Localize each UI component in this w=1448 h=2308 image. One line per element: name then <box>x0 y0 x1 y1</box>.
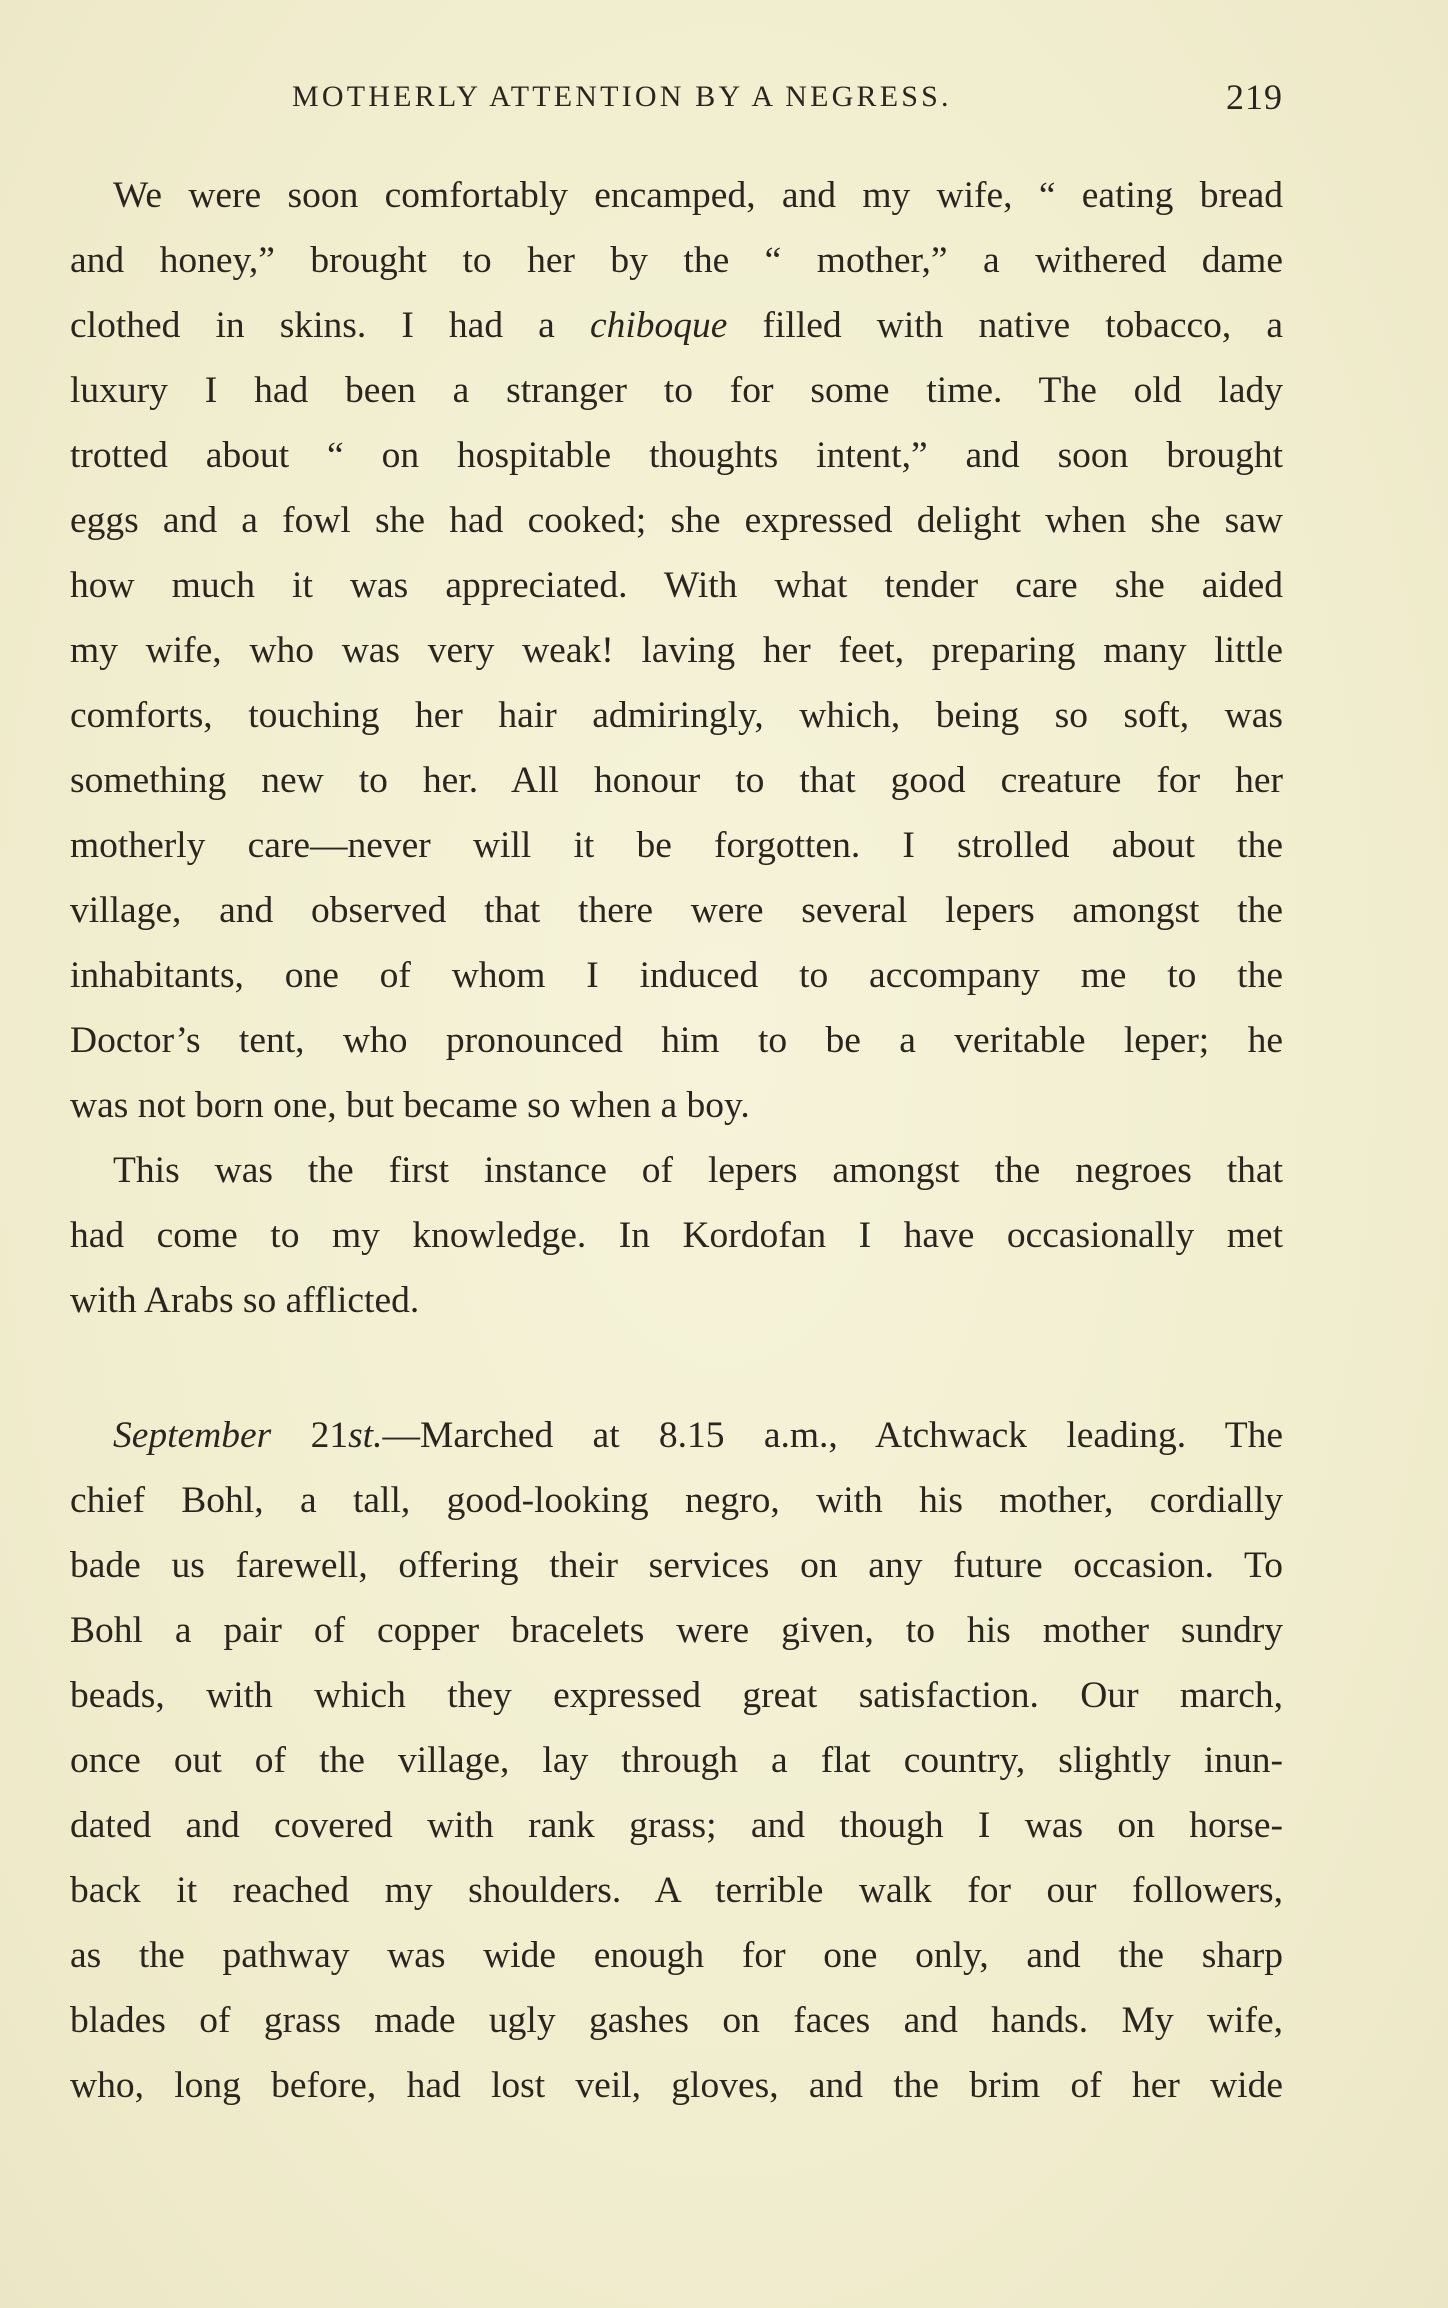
text-line: motherly care—never will it be forgotten. I strolled about the <box>70 825 1283 866</box>
page-number: 219 <box>1226 77 1283 117</box>
text-line: trotted about “ on hospitable thoughts intent,” and soon brought <box>70 435 1283 476</box>
text-line: dated and covered with rank grass; and though I was on horse- <box>70 1805 1283 1846</box>
text-line: once out of the village, lay through a flat country, slightly inun- <box>70 1740 1283 1781</box>
text-line: my wife, who was very weak! laving her feet, preparing many little <box>70 630 1283 671</box>
text-line: how much it was appreciated. With what tender care she aided <box>70 565 1283 606</box>
date-day: 21 <box>310 1415 349 1456</box>
text-line: back it reached my shoulders. A terrible walk for our followers, <box>70 1870 1283 1911</box>
text-line: Bohl a pair of copper bracelets were given, to his mother sundry <box>70 1610 1283 1651</box>
text-line: inhabitants, one of whom I induced to accompany me to the <box>70 955 1283 996</box>
text-line: beads, with which they expressed great satisfaction. Our march, <box>70 1675 1283 1716</box>
text-line: with Arabs so afflicted. <box>70 1280 420 1321</box>
text-line: bade us farewell, offering their services on any future occasion. To <box>70 1545 1283 1586</box>
text-line: chief Bohl, a tall, good-looking negro, with his mother, cordially <box>70 1480 1283 1521</box>
date-month: September <box>113 1415 272 1456</box>
text-line <box>70 293 1283 358</box>
italic-word: chiboque <box>589 305 728 346</box>
text-segment: —Marched at 8.15 a.m., Atchwack leading. The <box>382 1415 1283 1456</box>
text-line: and honey,” brought to her by the “ mother,” a withered dame <box>70 240 1283 281</box>
text-line: luxury I had been a stranger to for some time. The old lady <box>70 370 1283 411</box>
text-line: had come to my knowledge. In Kordofan I have occasionally met <box>70 1215 1283 1256</box>
text-line: who, long before, had lost veil, gloves, and the brim of her wide <box>70 2065 1283 2106</box>
text-line <box>113 1403 1283 1468</box>
running-title: MOTHERLY ATTENTION BY A NEGRESS. <box>292 80 952 113</box>
text-line: eggs and a fowl she had cooked; she expressed delight when she saw <box>70 500 1283 541</box>
text-line: blades of grass made ugly gashes on faces and hands. My wife, <box>70 2000 1283 2041</box>
text-line: This was the first instance of lepers amongst the negroes that <box>113 1150 1283 1191</box>
text-line: something new to her. All honour to that good creature for her <box>70 760 1283 801</box>
text-segment: filled with native tobacco, a <box>762 305 1283 346</box>
text-line: village, and observed that there were several lepers amongst the <box>70 890 1283 931</box>
text-line: as the pathway was wide enough for one only, and the sharp <box>70 1935 1283 1976</box>
page-header <box>70 72 1283 122</box>
text-line: Doctor’s tent, who pronounced him to be a veritable leper; he <box>70 1020 1283 1061</box>
text-segment: clothed in skins. I had a <box>70 305 555 346</box>
text-line: was not born one, but became so when a boy. <box>70 1085 750 1126</box>
text-line: We were soon comfortably encamped, and my wife, “ eating bread <box>113 175 1283 216</box>
text-line: comforts, touching her hair admiringly, which, being so soft, was <box>70 695 1283 736</box>
date-suffix: st. <box>348 1415 383 1456</box>
